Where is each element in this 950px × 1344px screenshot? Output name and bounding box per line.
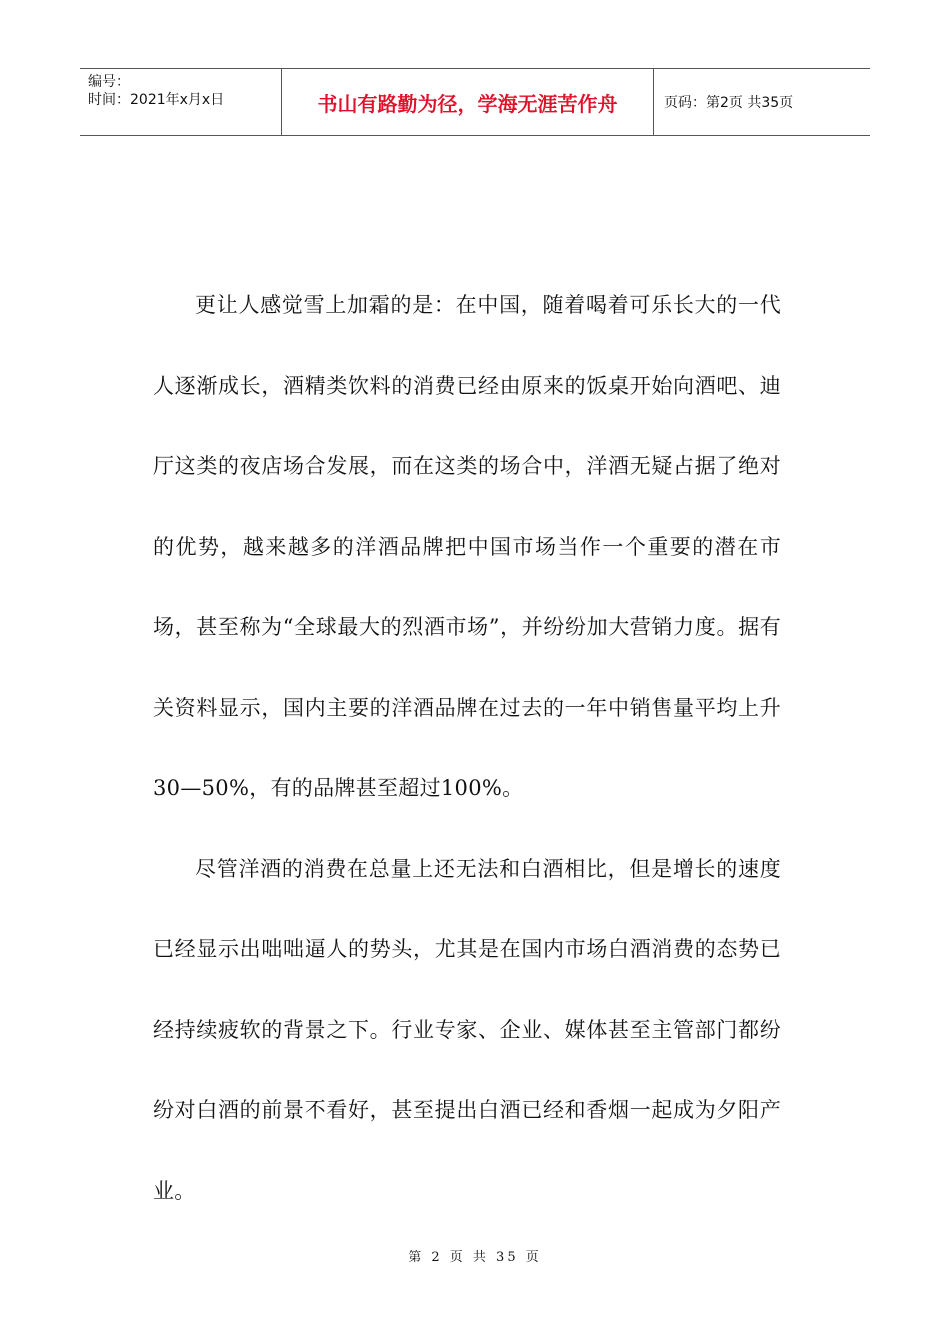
header-page-info: 页码：第2页 共35页 <box>664 95 794 111</box>
header-motto: 书山有路勤为径，学海无涯苦作舟 <box>282 69 654 135</box>
document-number-label: 编号： <box>88 74 130 90</box>
paragraph-2: 尽管洋酒的消费在总量上还无法和白酒相比，但是增长的速度已经显示出咄咄逼人的势头，尤其是在国内市场白酒消费的态势已经持续疲软的背景之下。行业专家、企业、媒体甚至主管部门都纷纷对白酒的前景不看好，甚至提出白酒已经和香烟一起成为夕阳产业。 <box>153 856 781 1203</box>
header-meta-cell <box>80 69 282 135</box>
document-date: 时间：2021年x月x日 <box>88 92 225 108</box>
page-header <box>80 68 870 136</box>
page-footer: 第 2 页 共 35 页 <box>408 1250 542 1265</box>
document-body <box>153 265 781 1231</box>
paragraph-1: 更让人感觉雪上加霜的是：在中国，随着喝着可乐长大的一代人逐渐成长，酒精类饮料的消费已经由原来的饭桌开始向酒吧、迪厅这类的夜店场合发展，而在这类的场合中，洋酒无疑占据了绝对的优势，越来越多的洋酒品牌把中国市场当作一个重要的潜在市场，甚至称为“全球最大的烈酒市场”，并纷纷加大营销力度。据有关资料显示，国内主要的洋酒品牌在过去的一年中销售量平均上升30—50%，有的品牌甚至超过100%。 <box>153 293 781 800</box>
